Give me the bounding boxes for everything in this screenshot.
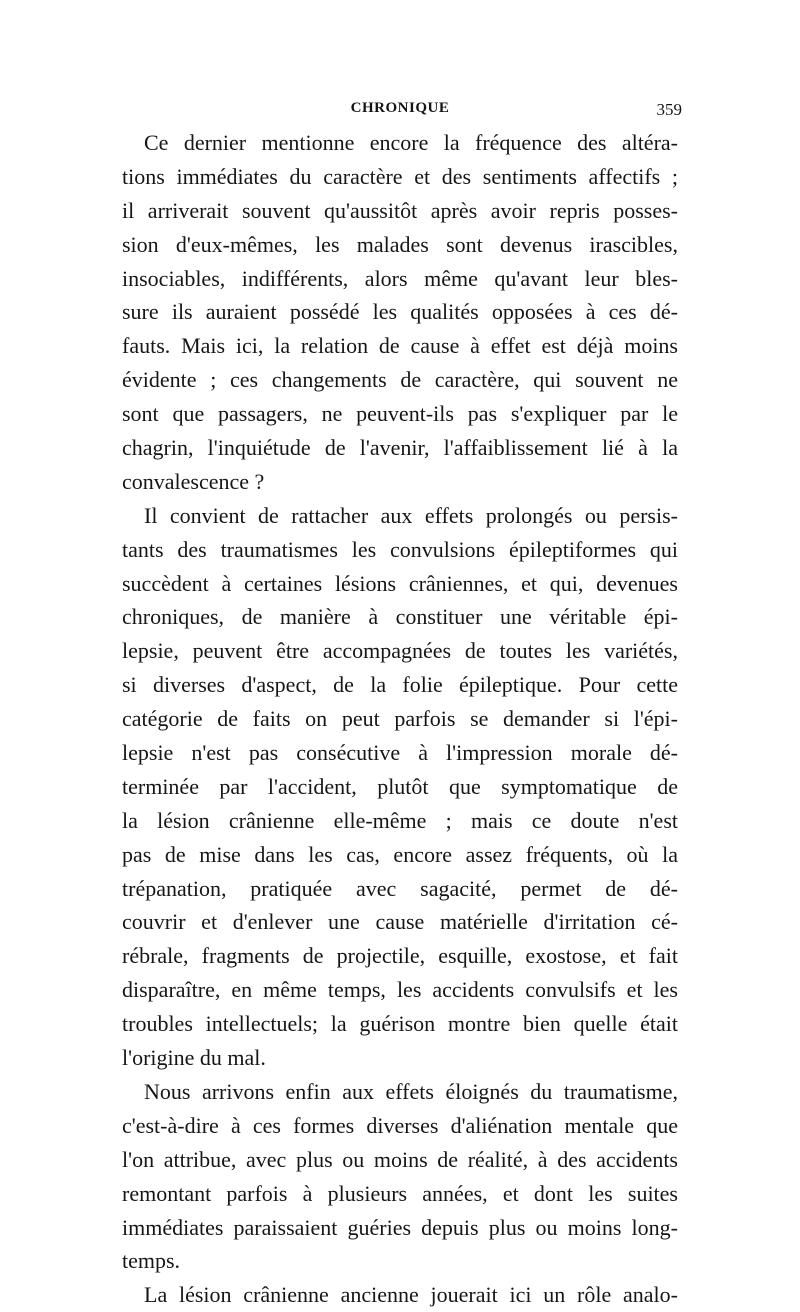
- body-text: [122, 126, 678, 1312]
- text-line: chagrin, l'inquiétude de l'avenir, l'affaiblissement lié à la: [122, 435, 678, 461]
- text-line: convalescence ?: [122, 468, 265, 494]
- text-line: si diverses d'aspect, de la folie épileptique. Pour cette: [122, 672, 678, 698]
- text-line: sont que passagers, ne peuvent-ils pas s'expliquer par le: [122, 401, 678, 427]
- text-line: il arriverait souvent qu'aussitôt après avoir repris posses-: [122, 197, 678, 223]
- text-line: Ce dernier mentionne encore la fréquence des altéra-: [144, 130, 678, 155]
- text-line: tions immédiates du caractère et des sentiments affectifs ;: [122, 163, 678, 189]
- text-line: chroniques, de manière à constituer une véritable épi-: [122, 604, 678, 630]
- text-line: évidente ; ces changements de caractère, qui souvent ne: [122, 367, 678, 393]
- text-line: catégorie de faits on peut parfois se demander si l'épi-: [122, 706, 678, 732]
- text-line: tants des traumatismes les convulsions épileptiformes qui: [122, 536, 678, 562]
- text-line: insociables, indifférents, alors même qu'avant leur bles-: [122, 265, 678, 291]
- text-line: la lésion crânienne elle-même ; mais ce doute n'est: [122, 807, 678, 833]
- text-line: pas de mise dans les cas, encore assez fréquents, où la: [122, 841, 678, 867]
- text-line: La lésion crânienne ancienne jouerait ici un rôle analo-: [144, 1282, 678, 1308]
- text-line: c'est-à-dire à ces formes diverses d'aliénation mentale que: [122, 1112, 678, 1138]
- text-line: sion d'eux-mêmes, les malades sont devenus irascibles,: [122, 231, 678, 257]
- text-line: Nous arrivons enfin aux effets éloignés du traumatisme,: [144, 1078, 678, 1104]
- text-line: disparaître, en même temps, les accidents convulsifs et les: [122, 977, 678, 1003]
- text-line: lepsie n'est pas consécutive à l'impression morale dé-: [122, 740, 678, 766]
- text-line: sure ils auraient possédé les qualités opposées à ces dé-: [122, 299, 678, 325]
- text-line: Il convient de rattacher aux effets prolongés ou persis-: [144, 502, 678, 528]
- running-title: CHRONIQUE: [350, 100, 450, 116]
- text-line: succèdent à certaines lésions crâniennes, et qui, devenues: [122, 570, 678, 596]
- text-line: remontant parfois à plusieurs années, et dont les suites: [122, 1180, 678, 1206]
- running-head: [118, 100, 682, 124]
- text-line: l'on attribue, avec plus ou moins de réalité, à des accidents: [122, 1146, 678, 1172]
- text-line: l'origine du mal.: [122, 1045, 266, 1071]
- text-line: terminée par l'accident, plutôt que symptomatique de: [122, 773, 678, 799]
- text-line: troubles intellectuels; la guérison montre bien quelle était: [122, 1011, 678, 1037]
- text-line: immédiates paraissaient guéries depuis plus ou moins long-: [122, 1214, 678, 1240]
- text-line: rébrale, fragments de projectile, esquille, exostose, et fait: [122, 943, 678, 969]
- text-line: trépanation, pratiquée avec sagacité, permet de dé-: [122, 875, 678, 901]
- text-line: temps.: [122, 1248, 181, 1274]
- text-line: couvrir et d'enlever une cause matérielle d'irritation cé-: [122, 909, 678, 935]
- text-line: fauts. Mais ici, la relation de cause à effet est déjà moins: [122, 333, 678, 359]
- text-line: lepsie, peuvent être accompagnées de toutes les variétés,: [122, 638, 678, 664]
- page-number: 359: [656, 100, 682, 119]
